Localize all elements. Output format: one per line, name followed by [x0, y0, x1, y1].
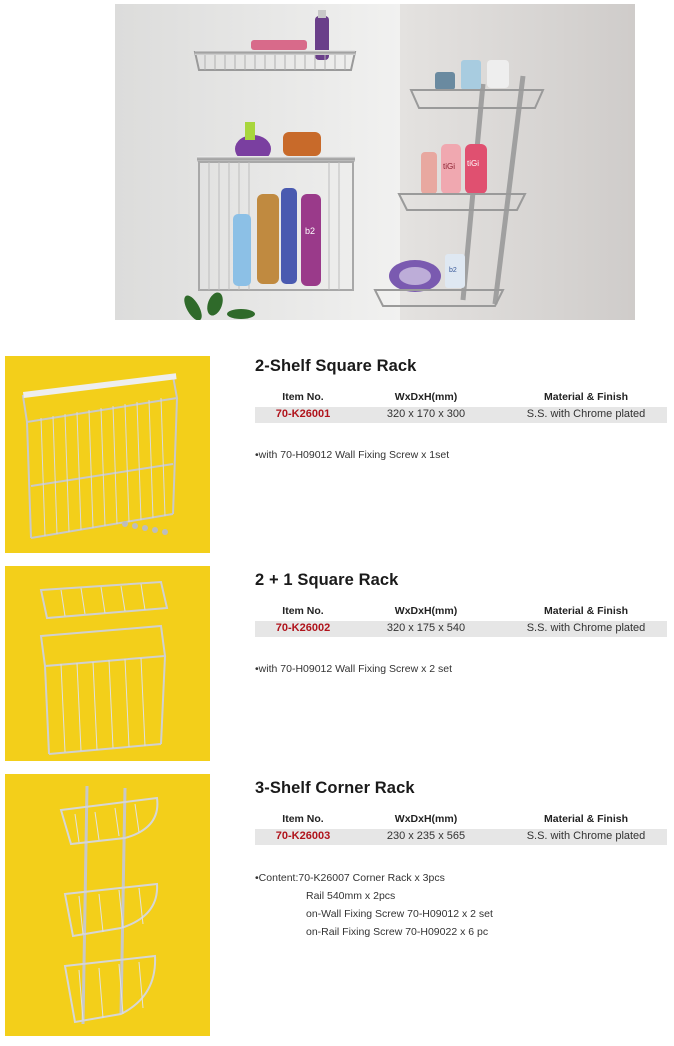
item-material: S.S. with Chrome plated — [526, 830, 646, 842]
product-photo-3 — [5, 774, 210, 1036]
hero-label-tigi-2: tiGi — [467, 159, 479, 168]
product-note: •with 70-H09012 Wall Fixing Screw x 1set — [255, 449, 450, 461]
col-item-no: Item No. — [282, 391, 324, 403]
product-section-2 — [255, 571, 667, 691]
spec-row — [255, 829, 667, 845]
spec-header — [255, 605, 667, 619]
hero-label-tigi-1: tiGi — [443, 162, 455, 171]
spec-header — [255, 813, 667, 827]
product-title: 2-Shelf Square Rack — [255, 357, 417, 375]
col-material: Material & Finish — [543, 605, 628, 617]
hero-photo — [115, 4, 635, 320]
col-dims: WxDxH(mm) — [394, 391, 458, 403]
hero-illustration — [115, 4, 635, 320]
square-rack-illustration — [5, 356, 210, 553]
item-dims: 320 x 175 x 540 — [386, 622, 466, 634]
item-dims: 230 x 235 x 565 — [386, 830, 466, 842]
item-dims: 320 x 170 x 300 — [386, 408, 466, 420]
item-code: 70-K26002 — [275, 622, 331, 634]
item-material: S.S. with Chrome plated — [526, 408, 646, 420]
spec-row — [255, 621, 667, 637]
col-item-no: Item No. — [282, 813, 324, 825]
col-material: Material & Finish — [543, 391, 628, 403]
two-plus-one-rack-illustration — [5, 566, 210, 761]
col-item-no: Item No. — [282, 605, 324, 617]
item-code: 70-K26003 — [275, 830, 331, 842]
product-note-rail: Rail 540mm x 2pcs — [306, 890, 396, 902]
corner-rack-illustration — [5, 774, 210, 1036]
item-code: 70-K26001 — [275, 408, 331, 420]
product-title: 2 + 1 Square Rack — [255, 571, 399, 589]
product-note-wall-screw: on-Wall Fixing Screw 70-H09012 x 2 set — [306, 908, 493, 920]
spec-row — [255, 407, 667, 423]
hero-label-b2: b2 — [305, 226, 316, 236]
product-photo-1 — [5, 356, 210, 553]
product-section-1 — [255, 357, 667, 477]
product-photo-2 — [5, 566, 210, 761]
hero-label-b2-2: b2 — [449, 267, 457, 274]
product-section-3 — [255, 779, 667, 949]
spec-header — [255, 391, 667, 405]
product-note-rail-screw: on-Rail Fixing Screw 70-H09022 x 6 pc — [306, 926, 489, 938]
col-material: Material & Finish — [543, 813, 628, 825]
item-material: S.S. with Chrome plated — [526, 622, 646, 634]
product-note-content: •Content:70-K26007 Corner Rack x 3pcs — [255, 872, 445, 884]
product-note: •with 70-H09012 Wall Fixing Screw x 2 set — [255, 663, 453, 675]
col-dims: WxDxH(mm) — [394, 813, 458, 825]
product-title: 3-Shelf Corner Rack — [255, 779, 415, 797]
col-dims: WxDxH(mm) — [394, 605, 458, 617]
